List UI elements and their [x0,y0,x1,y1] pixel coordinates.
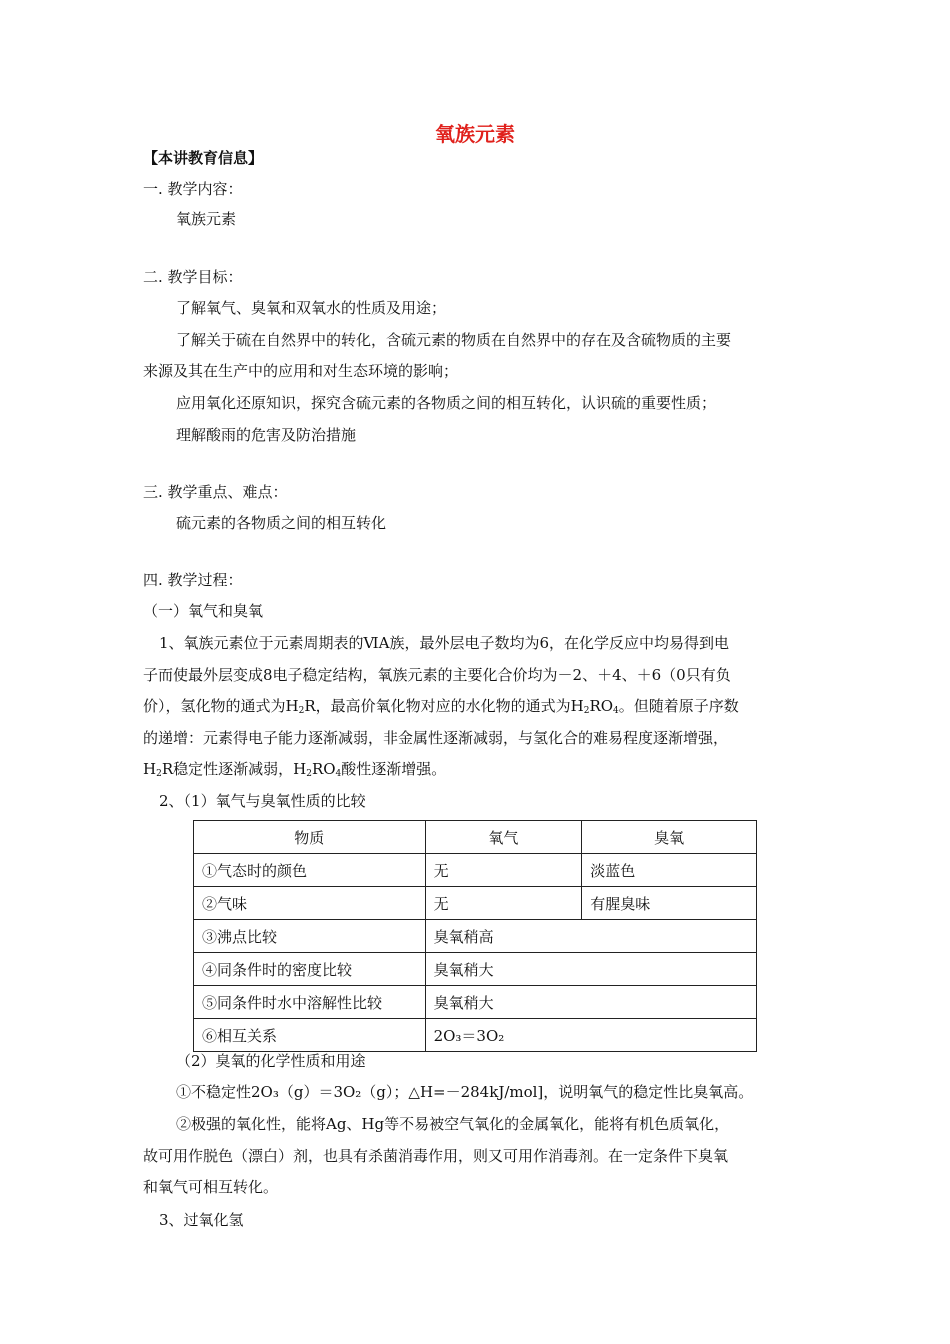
subsection-oxygen-ozone: （一）氧气和臭氧 [143,602,264,620]
table-header: 氧气 [425,821,582,854]
p1-line-2: 子而使最外层变成8电子稳定结构，氧族元素的主要化合价均为－2、＋4、＋6（0只有负 [143,666,731,684]
table-row [194,920,757,953]
table-header: 物质 [194,821,426,854]
p3-line-2: 故可用作脱色（漂白）剂，也具有杀菌消毒作用，则又可用作消毒剂。在一定条件下臭氧 [143,1147,729,1165]
table-cell: 有腥臭味 [582,887,757,920]
table-row [194,854,757,887]
p1-line-4: 的递增：元素得电子能力逐渐减弱，非金属性逐渐减弱，与氢化合的难易程度逐渐增强， [143,729,729,747]
goal-line-2a: 了解关于硫在自然界中的转化，含硫元素的物质在自然界中的存在及含硫物质的主要 [176,331,732,349]
table-row [194,1019,757,1052]
subsection-hydrogen-peroxide: 3、过氧化氢 [159,1211,244,1229]
section-1-heading: 一. 教学内容： [143,180,243,198]
table-cell: 淡蓝色 [582,854,757,887]
goal-line-3: 应用氧化还原知识，探究含硫元素的各物质之间的相互转化，认识硫的重要性质； [176,394,717,412]
section-4-heading: 四. 教学过程： [143,571,243,589]
table-cell: ③沸点比较 [194,920,426,953]
table-cell: 臭氧稍大 [425,953,756,986]
section-2-heading: 二. 教学目标： [143,268,243,286]
table-header: 臭氧 [582,821,757,854]
table-cell: 无 [425,887,582,920]
p2-instability: ①不稳定性2O₃（g）＝3O₂（g）；△H=－284kJ/mol]，说明氧气的稳定性比臭氧高。 [176,1083,754,1101]
table-cell: ⑤同条件时水中溶解性比较 [194,986,426,1019]
table-row [194,986,757,1019]
section-3-body: 硫元素的各物质之间的相互转化 [176,514,387,532]
table-cell: 臭氧稍高 [425,920,756,953]
table-cell: ②气味 [194,887,426,920]
table-row [194,953,757,986]
section-1-body: 氧族元素 [176,210,237,228]
table-cell: ①气态时的颜色 [194,854,426,887]
table-header-row [194,821,757,854]
p3-line-3: 和氧气可相互转化。 [143,1178,279,1196]
page-title: 氧族元素 [435,122,515,146]
table-cell: 臭氧稍大 [425,986,756,1019]
subsection-comparison: 2、（1）氧气与臭氧性质的比较 [159,792,366,810]
subsection-ozone-properties: （2）臭氧的化学性质和用途 [176,1052,366,1070]
p1-line-3: 价），氢化物的通式为$H_2R$，最高价氧化物对应的水化物的通式为$H_2RO_4$。但随着原子序数 [143,697,739,716]
info-header: 【本讲教育信息】 [143,149,264,167]
goal-line-4: 理解酸雨的危害及防治措施 [176,426,357,444]
oxygen-ozone-table [193,820,757,1052]
section-3-heading: 三. 教学重点、难点： [143,483,288,501]
table-cell: 无 [425,854,582,887]
table-row [194,887,757,920]
table-cell: ④同条件时的密度比较 [194,953,426,986]
p3-line-1: ②极强的氧化性，能将Ag、Hg等不易被空气氧化的金属氧化，能将有机色质氧化， [176,1115,730,1133]
goal-line-1: 了解氧气、臭氧和双氧水的性质及用途； [176,299,447,317]
p1-line-1: 1、氧族元素位于元素周期表的ⅥA族，最外层电子数均为6，在化学反应中均易得到电 [159,634,730,652]
goal-line-2b: 来源及其在生产中的应用和对生态环境的影响； [143,362,459,380]
table-cell: ⑥相互关系 [194,1019,426,1052]
table-cell: 2O₃＝3O₂ [425,1019,756,1052]
p1-line-5: $H_2R$稳定性逐渐减弱，$H_2RO_4$酸性逐渐增强。 [143,760,447,779]
